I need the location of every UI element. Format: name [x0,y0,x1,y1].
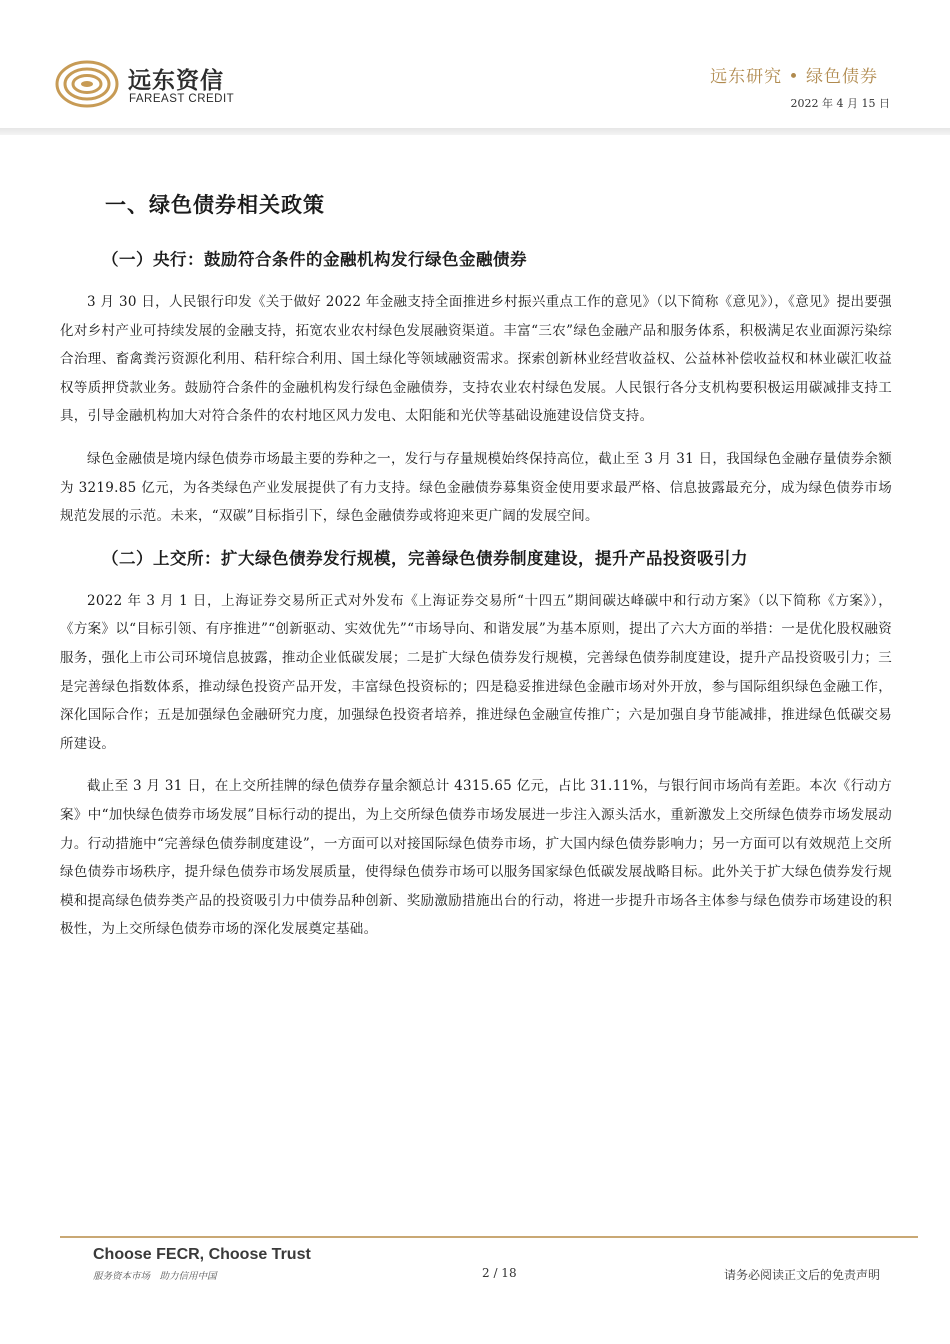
section-title: 一、绿色债券相关政策 [105,193,325,217]
disclaimer-note: 请务必阅读正文后的免责声明 [723,1268,880,1282]
page-header [0,0,950,135]
footer-subslogan: 服务资本市场 助力信用中国 [93,1271,217,1282]
page-number: 2 / 18 [482,1266,517,1280]
paragraph-2: 绿色金融债是境内绿色债券市场最主要的券种之一，发行与存量规模始终保持高位，截止至 3 月 31 日，我国绿色金融存量债券余额为 3219.85 亿元，为各类绿色产业发展提供了有力支持。绿色金融债券募集资金使用要求最严格、信息披露最充分，成为绿色债券市场规范发展的示范。未来，“双碳”目标指引下，绿色金融债券或将迎来更广阔的发展空间。 [60,450,892,525]
brand-name-cn: 远东资信 [128,68,224,94]
report-series: 远东研究 • 绿色债券 [710,67,878,87]
report-date: 2022 年 4 月 15 日 [790,97,890,110]
subsection-title-2: （二）上交所：扩大绿色债券发行规模，完善绿色债券制度建设，提升产品投资吸引力 [102,548,748,568]
fareast-logo-icon [55,58,119,110]
subsection-title-1: （一）央行：鼓励符合条件的金融机构发行绿色金融债券 [102,250,527,269]
paragraph-3: 2022 年 3 月 1 日，上海证券交易所正式对外发布《上海证券交易所“十四五”期间碳达峰碳中和行动方案》（以下简称《方案》），《方案》以“目标引领、有序推进”“创新驱动、实效优先”“市场导向、和谐发展”为基本原则，提出了六大方面的举措：一是优化股权融资服务，强化上市公司环境信息披露，推动企业低碳发展；二是扩大绿色债券发行规模，完善绿色债券制度建设，提升产品投资吸引力；三是完善绿色指数体系，推动绿色投资产品开发，丰富绿色投资标的；四是稳妥推进绿色金融市场对外开放，参与国际组织绿色金融工作，深化国际合作；五是加强绿色金融研究力度，加强绿色投资者培养，推进绿色金融宣传推广；六是加强自身节能减排，推进绿色低碳交易所建设。 [60,592,892,752]
footer-slogan: Choose FECR, Choose Trust [93,1246,311,1263]
header-divider [0,128,950,135]
paragraph-4: 截止至 3 月 31 日，在上交所挂牌的绿色债券存量余额总计 4315.65 亿元，占比 31.11%，与银行间市场尚有差距。本次《行动方案》中“加快绿色债券市场发展”目标行动的提出，为上交所绿色债券市场发展进一步注入源头活水，重新激发上交所绿色债券市场发展动力。行动措施中“完善绿色债券制度建设”，一方面可以对接国际绿色债券市场，扩大国内绿色债券影响力；另一方面可以有效规范上交所绿色债券市场秩序，提升绿色债券市场发展质量，使得绿色债券市场可以服务国家绿色低碳发展战略目标。此外关于扩大绿色债券发行规模和提高绿色债券类产品的投资吸引力中债券品种创新、奖励激励措施出台的行动，将进一步提升市场各主体参与绿色债券市场建设的积极性，为上交所绿色债券市场的深化发展奠定基础。 [60,778,892,938]
main-content [60,185,892,944]
brand-name-en: FAREAST CREDIT [129,93,235,105]
paragraph-1: 3 月 30 日，人民银行印发《关于做好 2022 年金融支持全面推进乡村振兴重点工作的意见》（以下简称《意见》），《意见》提出要强化对乡村产业可持续发展的金融支持，拓宽农业农村绿色发展融资渠道。丰富“三农”绿色金融产品和服务体系，积极满足农业面源污染综合治理、畜禽粪污资源化利用、秸秆综合利用、国土绿化等领域融资需求。探索创新林业经营收益权、公益林补偿收益权和林业碳汇收益权等质押贷款业务。鼓励符合条件的金融机构发行绿色金融债券，支持农业农村绿色发展。人民银行各分支机构要积极运用碳减排支持工具，引导金融机构加大对符合条件的农村地区风力发电、太阳能和光伏等基础设施建设信贷支持。 [60,294,892,425]
footer-divider [60,1236,918,1238]
